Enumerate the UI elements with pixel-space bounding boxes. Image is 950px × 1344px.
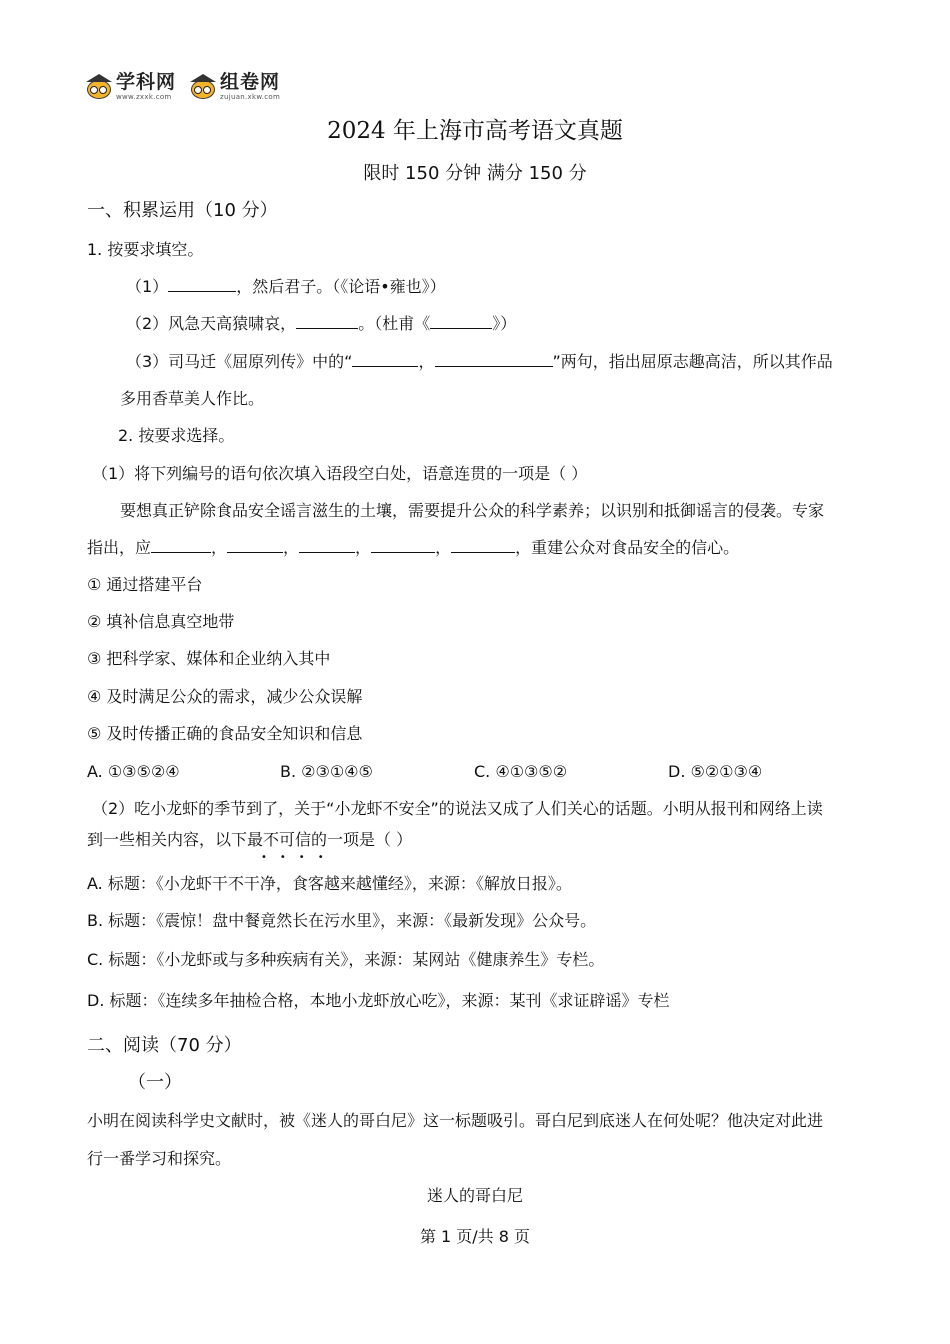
choice-a[interactable]: A. ①③⑤②④ bbox=[87, 762, 180, 781]
q1-item1: （1） ，然后君子。（《论语•雍也》） bbox=[126, 277, 446, 296]
q1-item2: （2）风急天高猿啸哀， 。（杜甫《 》） bbox=[126, 314, 517, 333]
sub2-choice-d[interactable]: D. 标题：《连续多年抽检合格，本地小龙虾放心吃》，来源：某刊《求证辟谣》专栏 bbox=[87, 991, 670, 1010]
q2-sub1-stem: （1）将下列编号的语句依次填入语段空白处，语意连贯的一项是（ ） bbox=[92, 464, 588, 483]
part-label: （一） bbox=[128, 1072, 182, 1093]
section2-heading: 二、阅读（70 分） bbox=[87, 1035, 242, 1056]
answer-blank[interactable] bbox=[227, 538, 283, 553]
sentence-option: ⑤ 及时传播正确的食品安全知识和信息 bbox=[87, 724, 363, 743]
intro-line: 行一番学习和探究。 bbox=[87, 1149, 232, 1168]
mascot-icon bbox=[190, 74, 216, 98]
logo-url: www.zxxk.com bbox=[116, 92, 172, 101]
sentence-option: ③ 把科学家、媒体和企业纳入其中 bbox=[87, 649, 331, 668]
page-subtitle: 限时 150 分钟 满分 150 分 bbox=[363, 163, 587, 184]
sub2-choice-b[interactable]: B. 标题：《震惊！盘中餐竟然长在污水里》，来源：《最新发现》公众号。 bbox=[87, 911, 597, 930]
sentence-option: ① 通过搭建平台 bbox=[87, 575, 203, 594]
q1-stem: 1. 按要求填空。 bbox=[87, 240, 204, 259]
sentence-option: ④ 及时满足公众的需求，减少公众误解 bbox=[87, 687, 363, 706]
passage-line: 要想真正铲除食品安全谣言滋生的土壤，需要提升公众的科学素养；以识别和抵御谣言的侵袭。专家 bbox=[120, 501, 825, 520]
answer-blank[interactable] bbox=[352, 352, 418, 367]
page-title: 2024 年上海市高考语文真题 bbox=[327, 118, 623, 144]
logo-name: 组卷网 bbox=[220, 70, 281, 93]
logo-url: zujuan.xkw.com bbox=[220, 92, 281, 101]
emphasis-dots: •••• bbox=[261, 852, 337, 863]
q1-item3: （3）司马迁《屈原列传》中的“ ， ”两句，指出屈原志趣高洁，所以其作品 bbox=[126, 352, 833, 371]
zujuan-logo bbox=[190, 70, 280, 102]
answer-blank[interactable] bbox=[451, 538, 515, 553]
xueke-logo bbox=[86, 70, 176, 102]
q2-stem: 2. 按要求选择。 bbox=[118, 426, 235, 445]
answer-blank[interactable] bbox=[168, 277, 236, 292]
intro-line: 小明在阅读科学史文献时，被《迷人的哥白尼》这一标题吸引。哥白尼到底迷人在何处呢？他决定对此进 bbox=[87, 1111, 824, 1130]
answer-blank[interactable] bbox=[296, 314, 358, 329]
article-title: 迷人的哥白尼 bbox=[426, 1186, 523, 1205]
mascot-icon bbox=[86, 74, 112, 98]
logo-name: 学科网 bbox=[116, 70, 177, 93]
sentence-option: ② 填补信息真空地带 bbox=[87, 612, 235, 631]
sub2-choice-a[interactable]: A. 标题：《小龙虾干不干净，食客越来越懂经》，来源：《解放日报》。 bbox=[87, 874, 572, 893]
q1-item3-cont: 多用香草美人作比。 bbox=[120, 389, 265, 408]
sub2-choice-c[interactable]: C. 标题：《小龙虾或与多种疾病有关》，来源：某网站《健康养生》专栏。 bbox=[87, 950, 605, 969]
q2-sub2-line: （2）吃小龙虾的季节到了，关于“小龙虾不安全”的说法又成了人们关心的话题。小明从报刊和网络上读 bbox=[92, 799, 823, 818]
passage-line: 指出，应 ， ， ， ， ，重建公众对食品安全的信心。 bbox=[87, 538, 740, 557]
answer-blank[interactable] bbox=[371, 538, 435, 553]
choice-b[interactable]: B. ②③①④⑤ bbox=[280, 762, 373, 781]
choice-c[interactable]: C. ④①③⑤② bbox=[474, 762, 568, 781]
answer-blank[interactable] bbox=[151, 538, 211, 553]
page-number: 第 1 页/共 8 页 bbox=[419, 1227, 531, 1246]
section1-heading: 一、积累运用（10 分） bbox=[87, 200, 278, 221]
answer-blank[interactable] bbox=[299, 538, 355, 553]
choice-d[interactable]: D. ⑤②①③④ bbox=[668, 762, 763, 781]
answer-blank[interactable] bbox=[430, 314, 492, 329]
answer-blank[interactable] bbox=[435, 352, 553, 367]
q2-sub2-line: 到一些相关内容，以下最不可信的一项是（ ） bbox=[87, 830, 413, 849]
